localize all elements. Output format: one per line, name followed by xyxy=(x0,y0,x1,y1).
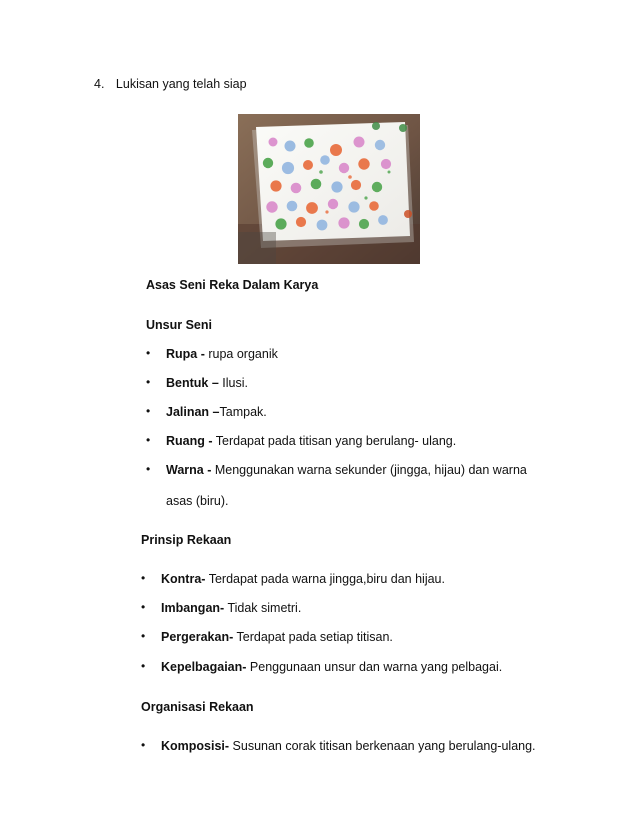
unsur-item-4 xyxy=(146,434,456,448)
unsur-item-2-text xyxy=(166,376,248,390)
unsur-item-4-text xyxy=(166,434,456,448)
bullet-icon: • xyxy=(146,346,151,360)
organisasi-item-1 xyxy=(141,739,536,753)
prinsip-item-3 xyxy=(141,630,393,644)
unsur-seni-title: Unsur Seni xyxy=(146,318,212,332)
unsur-item-3 xyxy=(146,405,267,419)
unsur-item-2-term: Bentuk – xyxy=(166,376,219,390)
prinsip-item-1-desc: Terdapat pada warna jingga,biru dan hijau. xyxy=(205,572,445,586)
prinsip-item-4-desc: Penggunaan unsur dan warna yang pelbagai. xyxy=(246,660,503,674)
prinsip-item-3-text xyxy=(161,630,393,644)
unsur-item-5-text xyxy=(166,463,527,477)
prinsip-item-1-text xyxy=(161,572,445,586)
bullet-icon: • xyxy=(146,433,151,447)
prinsip-rekaan-title: Prinsip Rekaan xyxy=(141,533,232,547)
organisasi-item-1-text xyxy=(161,739,536,753)
organisasi-rekaan-title: Organisasi Rekaan xyxy=(141,700,254,714)
unsur-item-2-desc: Ilusi. xyxy=(218,376,248,390)
unsur-item-2 xyxy=(146,376,248,390)
bullet-icon: • xyxy=(141,659,146,673)
unsur-item-3-desc: Tampak. xyxy=(219,405,267,419)
prinsip-item-2-desc: Tidak simetri. xyxy=(224,601,302,615)
organisasi-item-1-term: Komposisi- xyxy=(161,739,230,753)
section-number: 4. xyxy=(94,77,105,91)
prinsip-item-4-text xyxy=(161,660,502,674)
prinsip-item-4 xyxy=(141,660,502,674)
prinsip-item-2-text xyxy=(161,601,301,615)
unsur-item-1-term: Rupa - xyxy=(166,347,205,361)
organisasi-item-1-desc: Susunan corak titisan berkenaan yang berulang-ulang. xyxy=(229,739,536,753)
unsur-item-5-term: Warna - xyxy=(166,463,212,477)
bullet-icon: • xyxy=(141,629,146,643)
prinsip-item-4-term: Kepelbagaian- xyxy=(161,660,247,674)
bullet-icon: • xyxy=(141,571,146,585)
prinsip-item-3-term: Pergerakan- xyxy=(161,630,234,644)
unsur-item-3-text xyxy=(166,405,267,419)
section-item-4 xyxy=(94,77,247,91)
unsur-item-4-desc: Terdapat pada titisan yang berulang- ulang. xyxy=(212,434,457,448)
unsur-item-1 xyxy=(146,347,278,361)
unsur-item-5 xyxy=(146,463,527,477)
bullet-icon: • xyxy=(141,600,146,614)
prinsip-item-1 xyxy=(141,572,445,586)
bullet-icon: • xyxy=(146,462,151,476)
bullet-icon: • xyxy=(146,375,151,389)
unsur-item-1-text xyxy=(166,347,278,361)
unsur-item-1-desc: rupa organik xyxy=(204,347,278,361)
unsur-item-3-term: Jalinan – xyxy=(166,405,220,419)
dot-painting-photo xyxy=(238,114,420,264)
prinsip-item-2-term: Imbangan- xyxy=(161,601,225,615)
section-text: Lukisan yang telah siap xyxy=(115,77,247,91)
bullet-icon: • xyxy=(146,404,151,418)
prinsip-item-1-term: Kontra- xyxy=(161,572,206,586)
prinsip-item-2 xyxy=(141,601,301,615)
unsur-continuation: asas (biru). xyxy=(166,494,229,508)
unsur-item-5-desc: Menggunakan warna sekunder (jingga, hijau) dan warna xyxy=(211,463,527,477)
prinsip-item-3-desc: Terdapat pada setiap titisan. xyxy=(233,630,393,644)
bullet-icon: • xyxy=(141,738,146,752)
unsur-item-4-term: Ruang - xyxy=(166,434,213,448)
asas-title: Asas Seni Reka Dalam Karya xyxy=(146,278,319,292)
